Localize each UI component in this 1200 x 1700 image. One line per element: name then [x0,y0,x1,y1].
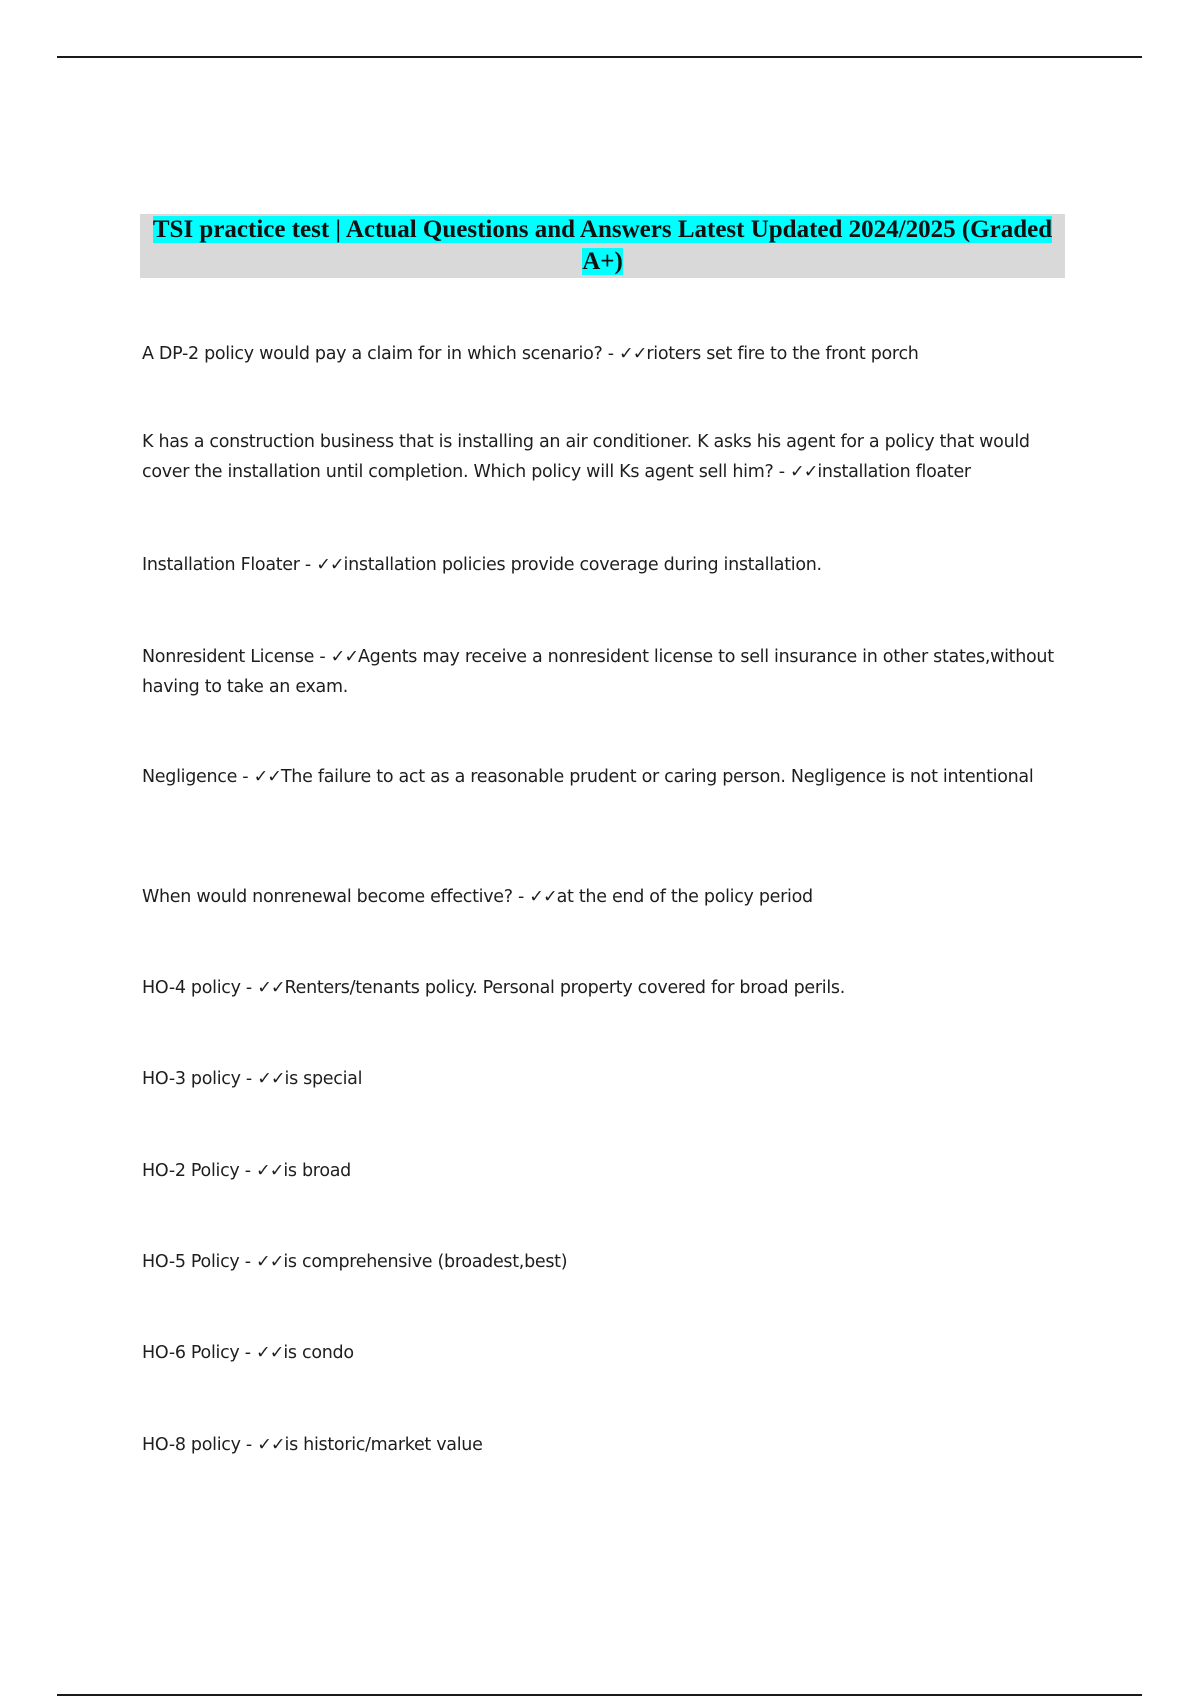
qa-item: K has a construction business that is installing an air conditioner. K asks his agent for a policy that would cover the installation until completion. Which policy will Ks agent sell him? - ✓✓installation floater [142,432,1030,482]
check-marks-icon: ✓✓ [257,978,285,998]
qa-item: A DP-2 policy would pay a claim for in which scenario? - ✓✓rioters set fire to the front porch [142,344,919,364]
top-rule [57,56,1142,58]
answer-text: is condo [283,1343,354,1363]
question-text: When would nonrenewal become effective? [142,887,513,907]
qa-item: Negligence - ✓✓The failure to act as a reasonable prudent or caring person. Negligence is not intentional [142,767,1034,787]
answer-text: at the end of the policy period [556,887,813,907]
question-text: HO-5 Policy [142,1252,240,1272]
answer-text: is special [284,1069,363,1089]
answer-text: The failure to act as a reasonable prudent or caring person. Negligence is not intentional [280,767,1034,787]
bottom-rule [57,1694,1142,1696]
qa-item: HO-2 Policy - ✓✓is broad [142,1161,351,1181]
answer-text: is comprehensive (broadest,best) [283,1252,568,1272]
question-text: HO-2 Policy [142,1161,240,1181]
document-title-text: TSI practice test | Actual Questions and Answers Latest Updated 2024/2025 (Graded A+) [152,216,1053,275]
check-marks-icon: ✓✓ [253,767,281,787]
check-marks-icon: ✓✓ [257,1435,285,1455]
check-marks-icon: ✓✓ [256,1343,284,1363]
question-text: Installation Floater [142,555,300,575]
qa-item: When would nonrenewal become effective? - ✓✓at the end of the policy period [142,887,813,907]
answer-text: is historic/market value [284,1435,483,1455]
check-marks-icon: ✓✓ [529,887,557,907]
check-marks-icon: ✓✓ [256,1161,284,1181]
question-text: Negligence [142,767,238,787]
check-marks-icon: ✓✓ [619,344,647,364]
qa-item: HO-4 policy - ✓✓Renters/tenants policy. Personal property covered for broad perils. [142,978,845,998]
document-title [140,214,1065,278]
question-text: HO-3 policy [142,1069,241,1089]
question-text: A DP-2 policy would pay a claim for in which scenario? [142,344,603,364]
answer-text: Agents may receive a nonresident license to sell insurance in other states,without having to take an exam. [142,647,1054,697]
check-marks-icon: ✓✓ [256,1252,284,1272]
question-text: Nonresident License [142,647,315,667]
qa-item: HO-3 policy - ✓✓is special [142,1069,363,1089]
qa-item: Installation Floater - ✓✓installation policies provide coverage during installation. [142,555,822,575]
check-marks-icon: ✓✓ [257,1069,285,1089]
qa-item: HO-5 Policy - ✓✓is comprehensive (broadest,best) [142,1252,568,1272]
question-text: K has a construction business that is installing an air conditioner. K asks his agent for a policy that would cover the installation until completion. Which policy will Ks agent sell him? [142,432,1030,482]
question-text: HO-6 Policy [142,1343,240,1363]
answer-text: installation policies provide coverage during installation. [343,555,822,575]
question-text: HO-8 policy [142,1435,241,1455]
qa-item: HO-8 policy - ✓✓is historic/market value [142,1435,483,1455]
question-text: HO-4 policy [142,978,241,998]
check-marks-icon: ✓✓ [330,647,358,667]
answer-text: rioters set fire to the front porch [646,344,919,364]
qa-item: Nonresident License - ✓✓Agents may receive a nonresident license to sell insurance in other states,without having to take an exam. [142,647,1054,697]
answer-text: is broad [283,1161,351,1181]
answer-text: installation floater [817,462,971,482]
check-marks-icon: ✓✓ [790,462,818,482]
check-marks-icon: ✓✓ [316,555,344,575]
answer-text: Renters/tenants policy. Personal property covered for broad perils. [284,978,845,998]
qa-item: HO-6 Policy - ✓✓is condo [142,1343,354,1363]
